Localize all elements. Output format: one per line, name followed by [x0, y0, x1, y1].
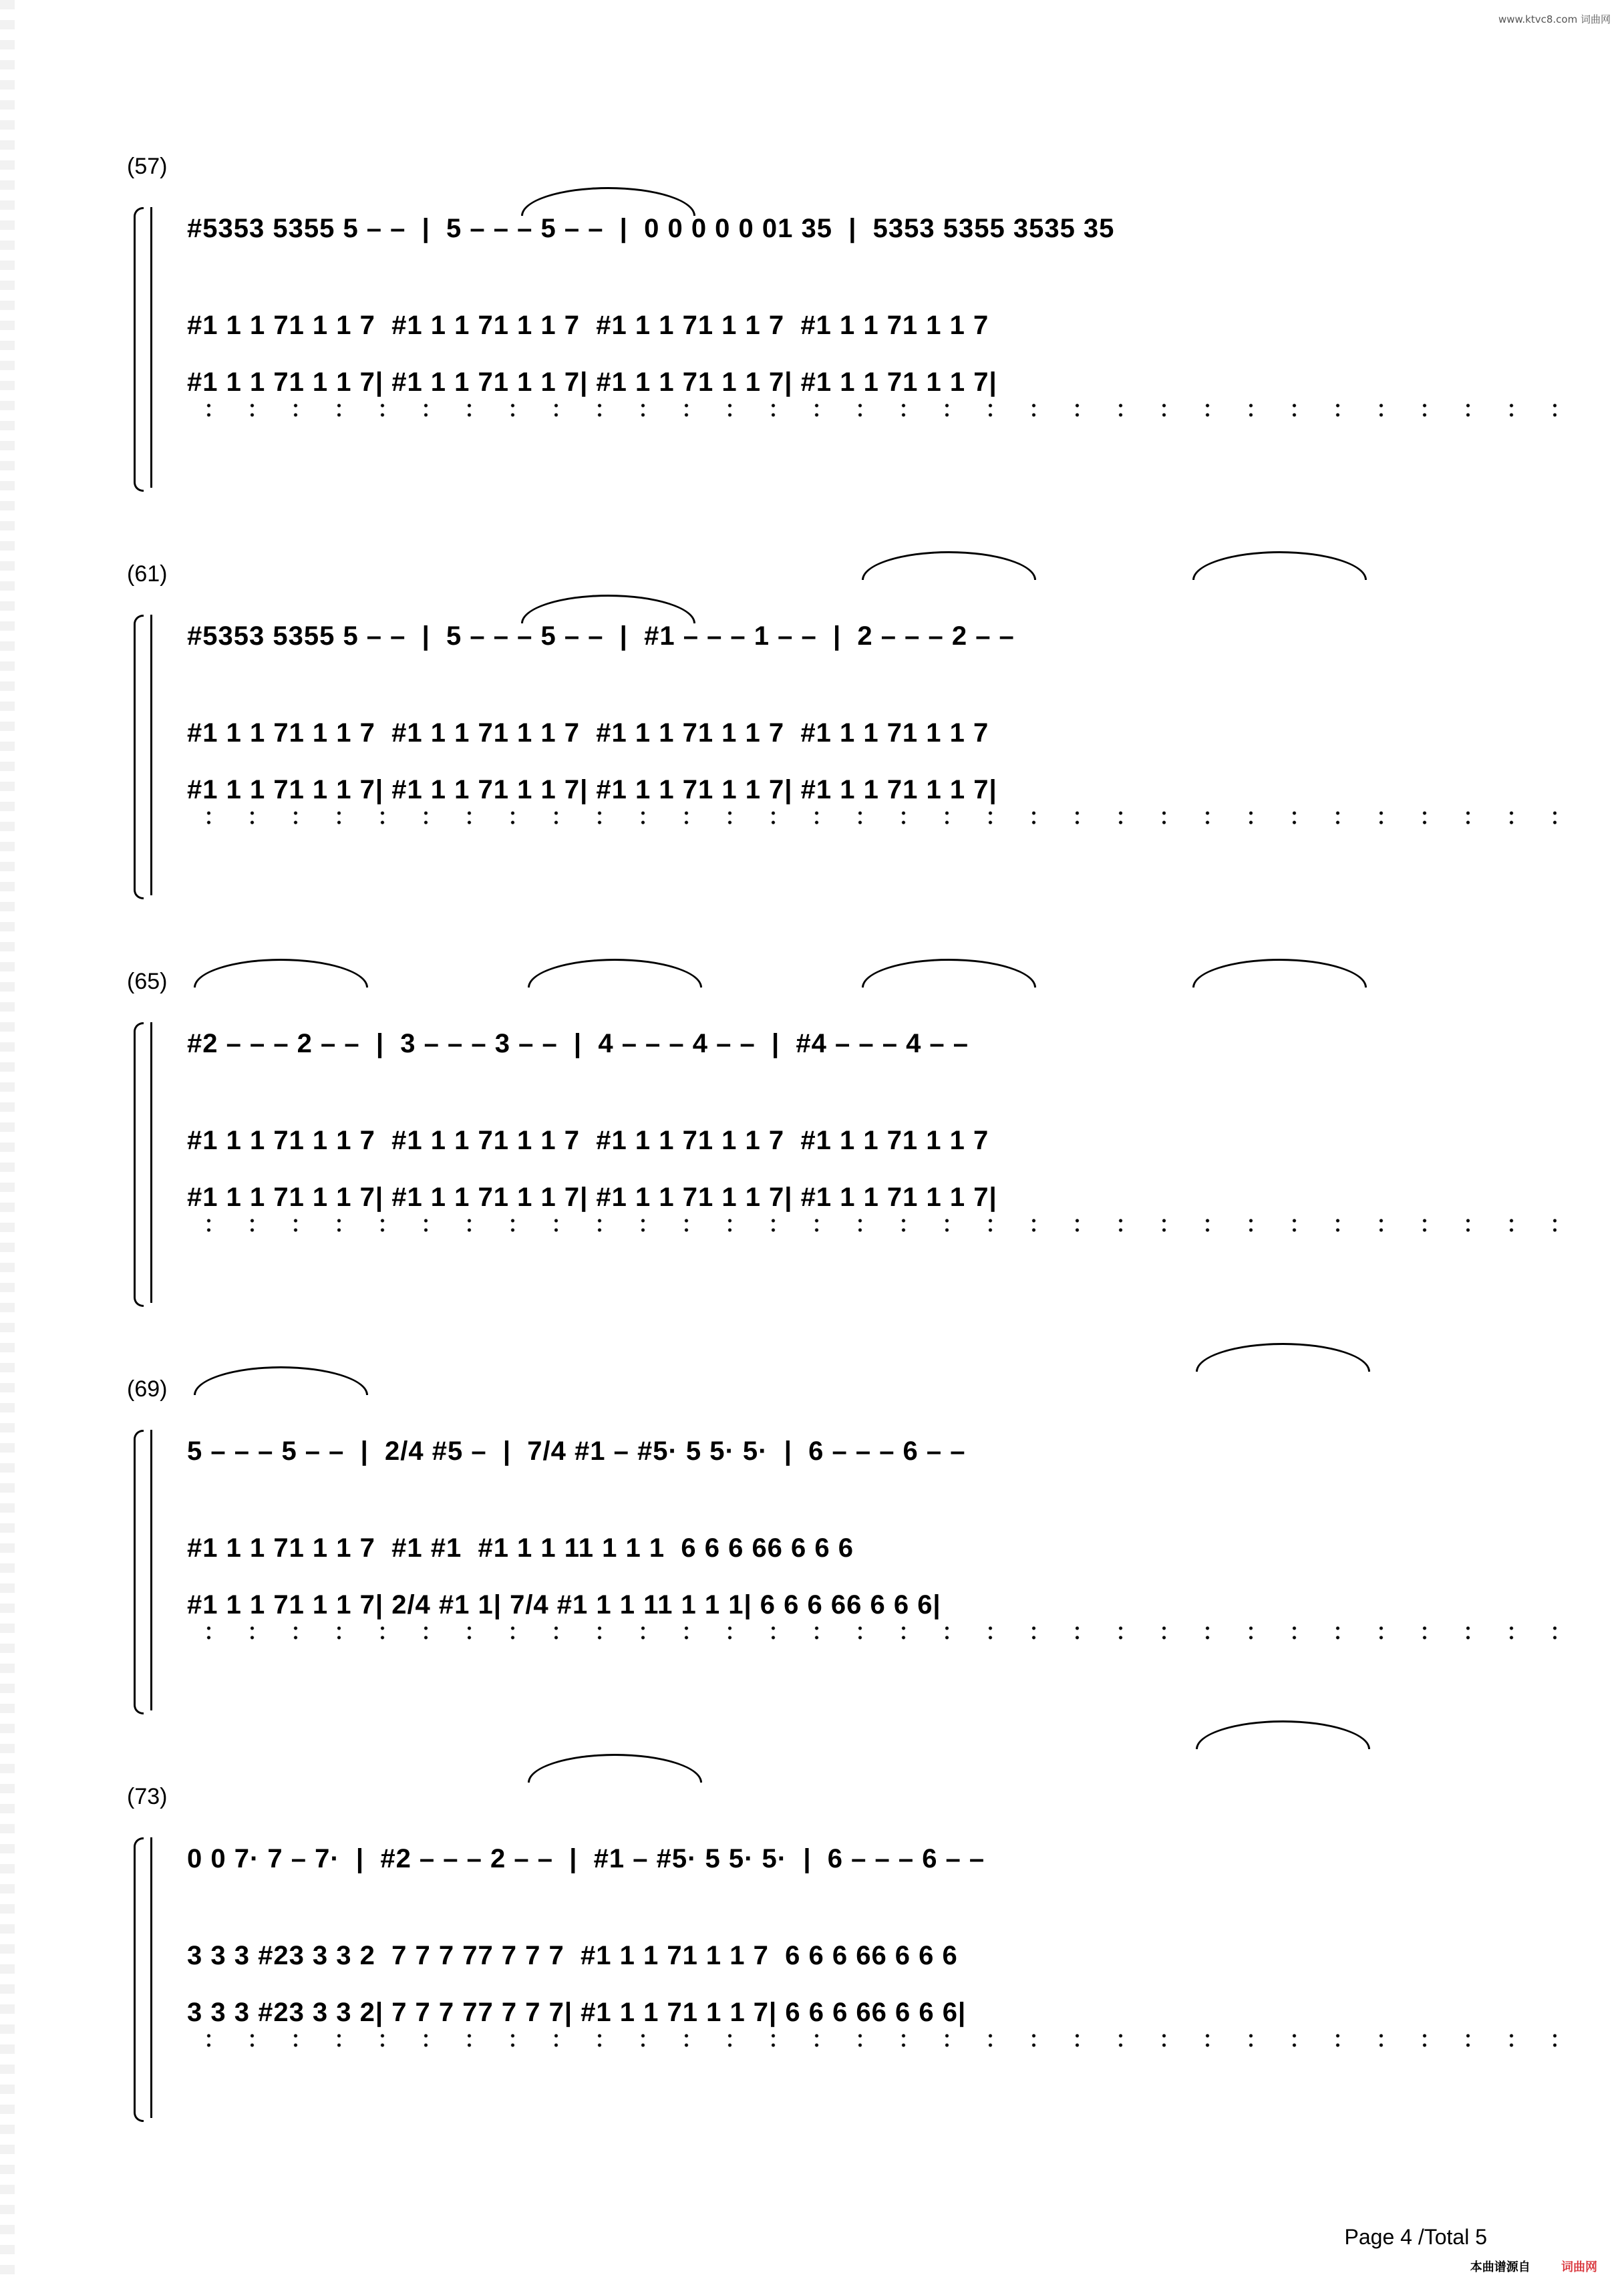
system-brace — [134, 1430, 144, 1714]
system-brace — [134, 1837, 144, 2122]
tie-slur — [521, 595, 695, 623]
lower-staff: 3 3 3 #23 3 3 2| 7 7 7 77 7 7 7| #1 1 1 71 1 1 7| 6 6 6 66 6 6 6| — [187, 1998, 967, 2027]
octave-dots — [187, 1216, 1557, 1235]
tie-slur — [528, 959, 702, 987]
tie-slur — [194, 1366, 368, 1395]
middle-staff: #1 1 1 71 1 1 7 #1 1 1 71 1 1 7 #1 1 1 71 1 1 7 #1 1 1 71 1 1 7 — [187, 1126, 989, 1155]
brand-name: 词曲网 — [1561, 2260, 1597, 2274]
upper-staff: #5353 5355 5 – – | 5 – – – 5 – – | #1 – – – 1 – – | 2 – – – 2 – – — [187, 621, 1015, 651]
system-brace — [134, 207, 144, 492]
octave-dots — [187, 1624, 1557, 1642]
system-brace — [134, 615, 144, 899]
tie-slur — [194, 959, 368, 987]
site-url: www.ktvc8.com 词曲网 — [1498, 13, 1611, 25]
middle-staff: #1 1 1 71 1 1 7 #1 1 1 71 1 1 7 #1 1 1 71 1 1 7 #1 1 1 71 1 1 7 — [187, 311, 989, 340]
upper-staff: 5 – – – 5 – – | 2/4 #5 – | 7/4 #1 – #5· 5 5· 5· | 6 – – – 6 – – — [187, 1436, 966, 1466]
system-line — [150, 615, 152, 895]
upper-staff: 0 0 7· 7 – 7· | #2 – – – 2 – – | #1 – #5· 5 5· 5· | 6 – – – 6 – – — [187, 1844, 985, 1873]
upper-staff: #5353 5355 5 – – | 5 – – – 5 – – | 0 0 0 0 0 01 35 | 5353 5355 3535 35 — [187, 214, 1115, 243]
site-logo[interactable] — [1470, 2258, 1597, 2275]
system-line — [150, 1022, 152, 1303]
lower-staff: #1 1 1 71 1 1 7| #1 1 1 71 1 1 7| #1 1 1 71 1 1 7| #1 1 1 71 1 1 7| — [187, 775, 997, 804]
measure-number: (57) — [127, 154, 168, 179]
system-line — [150, 1837, 152, 2118]
octave-dots — [187, 2031, 1557, 2050]
lower-staff: #1 1 1 71 1 1 7| #1 1 1 71 1 1 7| #1 1 1 71 1 1 7| #1 1 1 71 1 1 7| — [187, 367, 997, 397]
middle-staff: #1 1 1 71 1 1 7 #1 #1 #1 1 1 11 1 1 1 6 6 6 66 6 6 6 — [187, 1533, 854, 1563]
middle-staff: #1 1 1 71 1 1 7 #1 1 1 71 1 1 7 #1 1 1 71 1 1 7 #1 1 1 71 1 1 7 — [187, 718, 989, 748]
lower-staff: #1 1 1 71 1 1 7| #1 1 1 71 1 1 7| #1 1 1 71 1 1 7| #1 1 1 71 1 1 7| — [187, 1183, 997, 1212]
score-system-61 — [127, 555, 1503, 929]
tie-slur — [862, 959, 1036, 987]
measure-number: (73) — [127, 1784, 168, 1809]
page-edge-decoration — [0, 0, 15, 2283]
upper-staff: #2 – – – 2 – – | 3 – – – 3 – – | 4 – – – 4 – – | #4 – – – 4 – – — [187, 1029, 969, 1058]
page-footer: Page 4 /Total 5 — [1344, 2225, 1487, 2249]
score-system-73 — [127, 1777, 1503, 2151]
system-line — [150, 207, 152, 488]
lower-staff: #1 1 1 71 1 1 7| 2/4 #1 1| 7/4 #1 1 1 11 1 1 1| 6 6 6 66 6 6 6| — [187, 1590, 941, 1620]
score-system-69 — [127, 1370, 1503, 1744]
source-note: 本曲谱源自 — [1470, 2260, 1530, 2274]
tie-slur — [521, 187, 695, 216]
measure-number: (61) — [127, 561, 168, 587]
score-system-65 — [127, 962, 1503, 1336]
tie-slur — [1192, 551, 1367, 580]
score-system-57 — [127, 147, 1503, 521]
middle-staff: 3 3 3 #23 3 3 2 7 7 7 77 7 7 7 #1 1 1 71 1 1 7 6 6 6 66 6 6 6 — [187, 1941, 958, 1970]
tie-slur — [862, 551, 1036, 580]
measure-number: (65) — [127, 969, 168, 994]
system-brace — [134, 1022, 144, 1307]
system-line — [150, 1430, 152, 1710]
tie-slur — [1196, 1343, 1370, 1372]
tie-slur — [528, 1754, 702, 1783]
octave-dots — [187, 808, 1557, 827]
octave-dots — [187, 401, 1557, 420]
measure-number: (69) — [127, 1376, 168, 1402]
tie-slur — [1192, 959, 1367, 987]
